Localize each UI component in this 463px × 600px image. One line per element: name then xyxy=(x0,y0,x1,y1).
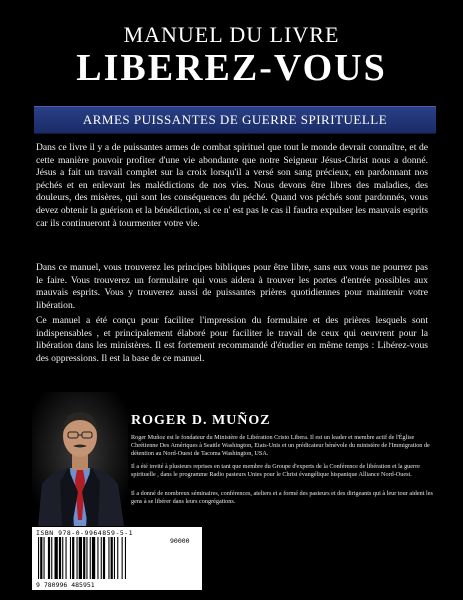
book-title: LIBEREZ-VOUS xyxy=(76,47,387,89)
price-code: 90000 xyxy=(170,537,190,545)
barcode-bar xyxy=(125,537,126,579)
tagline-banner: ARMES PUISSANTES DE GUERRE SPIRITUELLE xyxy=(34,106,436,134)
barcode-bar xyxy=(66,537,67,579)
barcode-bars xyxy=(36,537,166,581)
author-bio-3: Il a donné de nombreux séminaires, conférences, ateliers et a formé des pasteurs et des dirigeants qui à leur tour aident les gens à se libérer dans leurs congrégations. xyxy=(131,490,433,505)
isbn-label: ISBN 978-0-9964859-5-1 xyxy=(36,529,134,537)
barcode-bar xyxy=(97,537,98,579)
barcode-bar xyxy=(44,537,45,579)
author-photo xyxy=(32,392,128,526)
barcode-bar xyxy=(59,537,61,579)
author-bio-2: Il a été invité à plusieurs reprises en tant que membre du Groupe d'experts de la Conférence de libération et la guerre spirituelle , dans le programme Radio pasteurs Unies pour le Christ évangélique hispanique Alliance Nord-Ouest. xyxy=(131,463,420,478)
barcode-bar xyxy=(101,537,102,579)
barcode-bar xyxy=(83,537,85,579)
barcode-bar xyxy=(122,537,123,579)
ean-digits: 9 780996 485951 xyxy=(36,581,95,589)
barcode-bar xyxy=(79,537,82,579)
barcode-bar xyxy=(72,537,74,579)
barcode-bar xyxy=(117,537,118,579)
barcode-bar xyxy=(92,537,95,579)
description-paragraph-1: Dans ce livre il y a de puissantes armes de combat spirituel que tout le monde devrait connaître, et de cette manière pouvoir profiter d'une vie abondante que notre Seigneur Jésus-Christ nous a donné. Jésus a fait un travail complet sur la croix lorsqu'il a versé son sang précieux, en pardonnant nos péchés et en enlevant les malédictions de nos vies. Nous devons être libres des maladies, des douleurs, des misères, qui sont les conséquences du péché. Quand vos péchés sont pardonnés, vous devez obtenir la guérison et la bénédiction, si ce n' est pas le cas il faudra expulser les mauvais esprits car ils continueront à tourmenter votre vie. xyxy=(36,142,428,229)
barcode-bar xyxy=(111,537,113,579)
barcode-bar xyxy=(108,537,109,579)
isbn-barcode xyxy=(32,527,202,590)
barcode-bar xyxy=(40,537,42,579)
barcode-bar xyxy=(48,537,50,579)
barcode-bar xyxy=(114,537,115,579)
barcode-bar xyxy=(70,537,71,579)
barcode-bar xyxy=(90,537,91,579)
author-bio-1: Roger Muñoz est le fondateur du Ministère de Libération Cristo Libera. Il est un leader et membre actif de l'Église Chrétienne Des Amériques à Seattle Washington, Etats-Unis et un prédicateur bénévole du ministère de l'Immigration de détention au Nord-Ouest de Tacoma Washington, USA. xyxy=(131,434,430,457)
barcode-bar xyxy=(86,537,87,579)
author-name: ROGER D. MUÑOZ xyxy=(131,413,271,428)
barcode-bar xyxy=(38,537,39,579)
barcode-bar xyxy=(103,537,105,579)
description-paragraph-3: Ce manuel a été conçu pour faciliter l'impression du formulaire et des prières lesquels sont indispensables , et principalement élaboré pour faciliter le travail de ceux qui oeuvrent pour la libération dans les ministères. Il est fortement recommandé d'étudier en même temps : Libérez-vous des oppressions. Il est la base de ce manuel. xyxy=(36,315,428,364)
description-paragraph-2: Dans ce manuel, vous trouverez les principes bibliques pour être libre, sans eux vous ne pourrez pas le faire. Vous trouverez un formulaire qui vous aidera à trouver les portes d'entrée possibles aux mauvais esprits. Vous y trouverez aussi de puissantes prières quotidiennes pour maintenir votre libération. xyxy=(36,262,428,311)
book-subtitle-heading: MANUEL DU LIVRE xyxy=(123,22,340,47)
barcode-bar xyxy=(55,537,58,579)
barcode-bar xyxy=(51,537,52,579)
barcode-bar xyxy=(77,537,78,579)
barcode-bar xyxy=(62,537,63,579)
